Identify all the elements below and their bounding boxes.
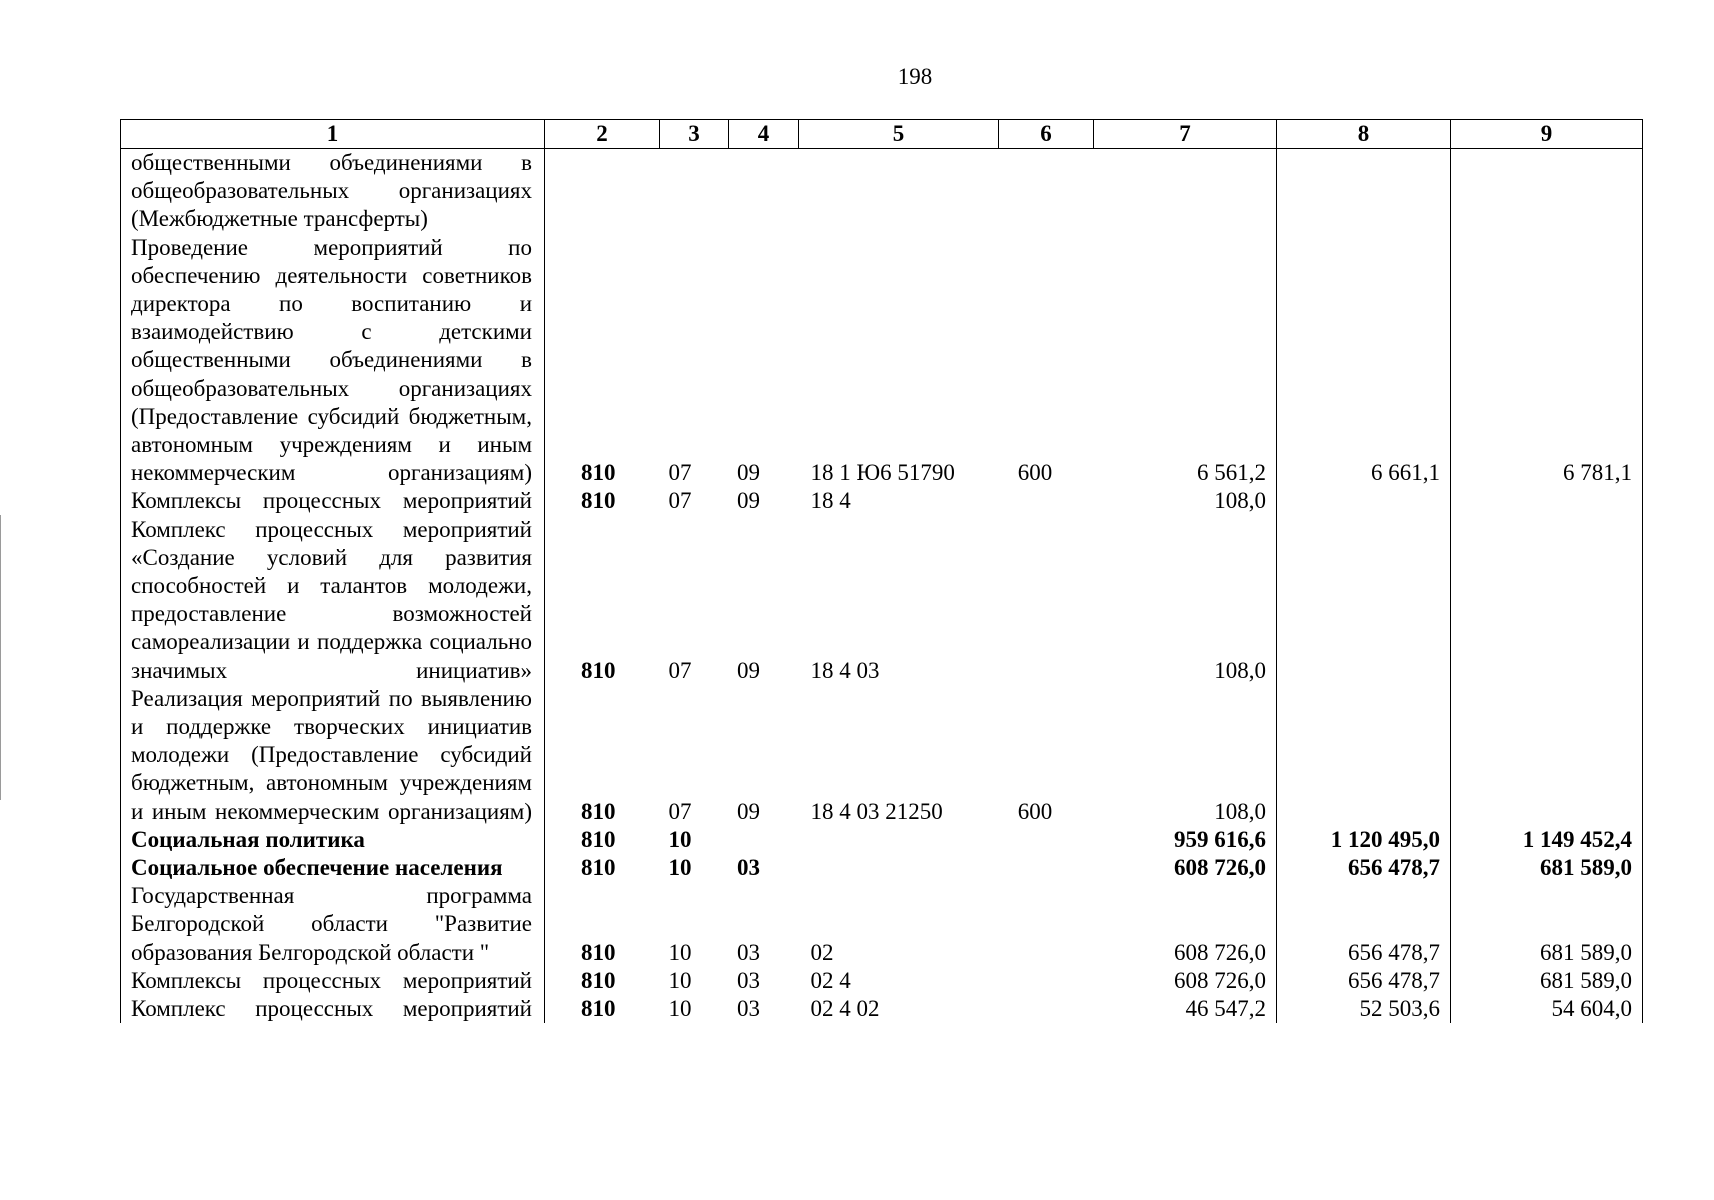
column-header-5: 5: [799, 120, 999, 149]
cell-section: 07: [668, 798, 692, 824]
table-body: [121, 149, 1643, 1024]
cell-target-article: [799, 149, 999, 234]
page-number: 198: [897, 64, 933, 89]
cell-amount-year-1: 46 547,2: [1094, 995, 1277, 1023]
cell-amount-year-2: [1277, 685, 1451, 826]
cell-subsection: 09: [737, 657, 760, 683]
table-row: [121, 967, 1643, 995]
table-header-row: [121, 120, 1643, 149]
cell-amount-year-2: 656 478,7: [1277, 854, 1451, 882]
cell-amount-year-2: 1 120 495,0: [1277, 826, 1451, 854]
cell-subsection: 03: [737, 939, 760, 965]
cell-expense-type: 600: [1017, 460, 1053, 486]
cell-ministry-code: 810: [581, 996, 616, 1022]
cell-name: Социальная политика: [121, 826, 545, 854]
cell-amount-year-3: 681 589,0: [1451, 967, 1643, 995]
cell-target-article: 18 1 Ю6 51790: [810, 460, 955, 486]
cell-ministry-code: 810: [581, 798, 616, 824]
cell-expense-type: [999, 854, 1094, 882]
cell-amount-year-2: [1277, 487, 1451, 515]
cell-expense-type: 600: [1017, 798, 1053, 824]
budget-table: [120, 119, 1643, 1023]
column-header-7: 7: [1094, 120, 1277, 149]
cell-name: общественными объединениями в общеобразовательных организациях (Межбюджетные трансферты): [121, 149, 545, 234]
cell-amount-year-2: 6 661,1: [1277, 234, 1451, 488]
cell-amount-year-3: [1451, 516, 1643, 685]
cell-amount-year-2: 656 478,7: [1277, 967, 1451, 995]
table-row: [121, 826, 1643, 854]
cell-subsection: 03: [737, 855, 760, 881]
cell-amount-year-1: 108,0: [1094, 685, 1277, 826]
cell-amount-year-3: [1451, 149, 1643, 234]
table-row: [121, 149, 1643, 234]
cell-ministry-code: 810: [581, 460, 616, 486]
column-header-8: 8: [1277, 120, 1451, 149]
cell-amount-year-3: 6 781,1: [1451, 234, 1643, 488]
cell-name: Социальное обеспечение населения: [121, 854, 545, 882]
cell-section: 07: [668, 460, 692, 486]
cell-target-article: [799, 826, 999, 854]
cell-target-article: 18 4 03: [810, 657, 880, 683]
cell-amount-year-2: 656 478,7: [1277, 882, 1451, 967]
cell-expense-type: [999, 487, 1094, 515]
table-row: [121, 854, 1643, 882]
cell-section: 07: [668, 657, 692, 683]
column-header-4: 4: [729, 120, 799, 149]
cell-name: Государственная программа Белгородской области "Развитие образования Белгородской области ": [121, 882, 545, 967]
cell-name: Комплекс процессных мероприятий: [121, 995, 545, 1023]
table-row: [121, 487, 1643, 515]
cell-section: 10: [668, 967, 692, 993]
cell-amount-year-3: 681 589,0: [1451, 882, 1643, 967]
cell-ministry-code: 810: [581, 488, 616, 514]
cell-ministry-code: 810: [581, 939, 616, 965]
cell-section: [660, 149, 729, 234]
cell-ministry-code: 810: [581, 657, 616, 683]
cell-amount-year-2: 52 503,6: [1277, 995, 1451, 1023]
cell-expense-type: [999, 967, 1094, 995]
cell-subsection: 09: [737, 488, 760, 514]
cell-target-article: 02: [810, 939, 834, 965]
column-header-3: 3: [660, 120, 729, 149]
cell-ministry-code: 810: [581, 826, 616, 852]
table-row: [121, 516, 1643, 685]
column-header-2: 2: [545, 120, 660, 149]
table-row: [121, 882, 1643, 967]
cell-amount-year-2: [1277, 516, 1451, 685]
cell-ministry-code: 810: [581, 967, 616, 993]
table-row: [121, 685, 1643, 826]
cell-section: 10: [668, 939, 692, 965]
cell-section: 10: [668, 996, 692, 1022]
table-row: [121, 995, 1643, 1023]
cell-subsection: [729, 149, 799, 234]
column-header-1: 1: [121, 120, 545, 149]
cell-name: Комплексы процессных мероприятий: [121, 967, 545, 995]
cell-amount-year-1: 959 616,6: [1094, 826, 1277, 854]
cell-subsection: 03: [737, 967, 760, 993]
cell-amount-year-3: [1451, 685, 1643, 826]
cell-expense-type: [999, 882, 1094, 967]
cell-subsection: 03: [737, 996, 760, 1022]
cell-target-article: 02 4: [810, 967, 851, 993]
cell-amount-year-3: 54 604,0: [1451, 995, 1643, 1023]
cell-amount-year-3: 681 589,0: [1451, 854, 1643, 882]
cell-amount-year-3: [1451, 487, 1643, 515]
cell-target-article: 18 4 03 21250: [810, 798, 943, 824]
cell-section: 10: [668, 855, 692, 881]
cell-section: 07: [668, 488, 692, 514]
cell-ministry-code: 810: [581, 855, 616, 881]
scan-margin-line: [0, 515, 1, 800]
cell-name: Проведение мероприятий по обеспечению деятельности советников директора по воспитанию и взаимодействию с детскими общественными объединениями в общеобразовательных организациях (Предоставление субсидий бюджетным, автономным учреждениям и иным некоммерческим организациям): [121, 234, 545, 488]
cell-name: Комплекс процессных мероприятий «Создание условий для развития способностей и талантов молодежи, предоставление возможностей самореализации и поддержка социально значимых инициатив»: [121, 516, 545, 685]
cell-ministry-code: [545, 149, 660, 234]
cell-name: Комплексы процессных мероприятий: [121, 487, 545, 515]
cell-target-article: [799, 854, 999, 882]
cell-subsection: [729, 826, 799, 854]
cell-amount-year-1: 6 561,2: [1094, 234, 1277, 488]
cell-expense-type: [999, 826, 1094, 854]
column-header-9: 9: [1451, 120, 1643, 149]
cell-amount-year-3: 1 149 452,4: [1451, 826, 1643, 854]
cell-amount-year-1: 608 726,0: [1094, 967, 1277, 995]
cell-expense-type: [999, 995, 1094, 1023]
column-header-6: 6: [999, 120, 1094, 149]
cell-expense-type: [999, 149, 1094, 234]
cell-subsection: 09: [737, 460, 760, 486]
cell-amount-year-1: [1094, 149, 1277, 234]
cell-name: Реализация мероприятий по выявлению и поддержке творческих инициатив молодежи (Предоставление субсидий бюджетным, автономным учреждениям и иным некоммерческим организациям): [121, 685, 545, 826]
cell-amount-year-1: 108,0: [1094, 487, 1277, 515]
cell-subsection: 09: [737, 798, 760, 824]
cell-target-article: 18 4: [810, 488, 851, 514]
cell-amount-year-2: [1277, 149, 1451, 234]
cell-amount-year-1: 608 726,0: [1094, 854, 1277, 882]
cell-expense-type: [999, 516, 1094, 685]
cell-amount-year-1: 608 726,0: [1094, 882, 1277, 967]
cell-section: 10: [668, 826, 692, 852]
cell-amount-year-1: 108,0: [1094, 516, 1277, 685]
cell-target-article: 02 4 02: [810, 996, 880, 1022]
table-row: [121, 234, 1643, 488]
